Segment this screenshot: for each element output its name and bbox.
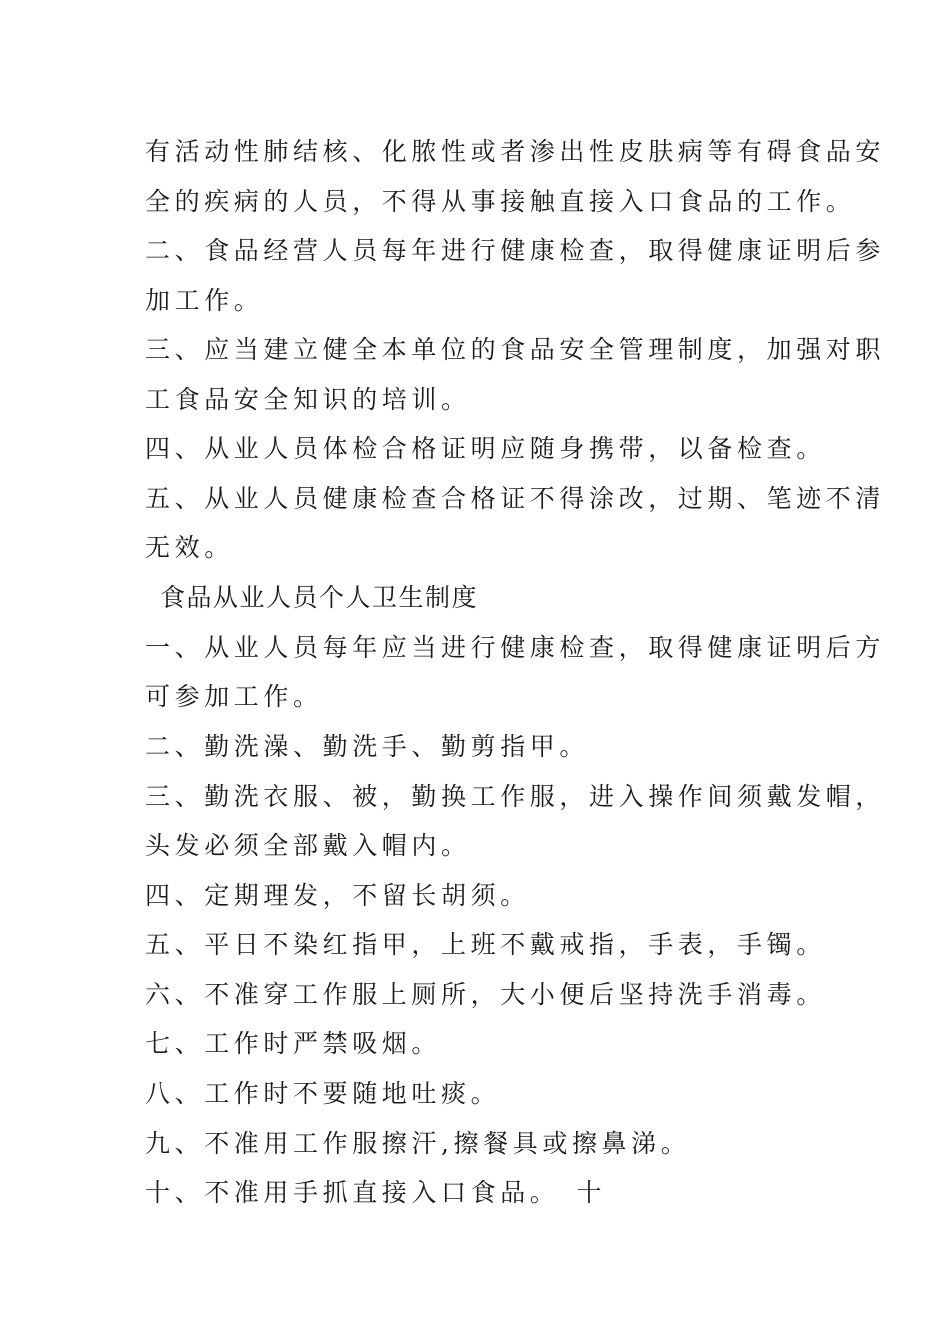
text-line: 加工作。 xyxy=(145,286,264,315)
text-line: 三、应当建立健全本单位的食品安全管理制度，加强对职 xyxy=(145,335,886,364)
text-line: 二、勤洗澡、勤洗手、勤剪指甲。 xyxy=(145,732,590,761)
text-line: 可参加工作。 xyxy=(145,682,323,711)
text-line: 一、从业人员每年应当进行健康检查，取得健康证明后方 xyxy=(145,633,886,662)
text-line: 六、不准穿工作服上厕所，大小便后坚持洗手消毒。 xyxy=(145,980,826,1009)
text-line: 三、勤洗衣服、被，勤换工作服，进入操作间须戴发帽， xyxy=(145,782,886,811)
text-line: 四、定期理发，不留长胡须。 xyxy=(145,881,530,910)
text-line: 五、从业人员健康检查合格证不得涂改，过期、笔迹不清 xyxy=(145,484,886,513)
text-line: 无效。 xyxy=(145,533,234,562)
text-line: 全的疾病的人员，不得从事接触直接入口食品的工作。 xyxy=(145,187,856,216)
text-line: 九、不准用工作服擦汗,擦餐具或擦鼻涕。 xyxy=(145,1129,691,1158)
section-heading: 食品从业人员个人卫生制度 xyxy=(160,583,479,612)
text-line: 工食品安全知识的培训。 xyxy=(145,385,471,414)
text-line: 八、工作时不要随地吐痰。 xyxy=(145,1079,501,1108)
text-line: 七、工作时严禁吸烟。 xyxy=(145,1029,442,1058)
text-line: 十、不准用手抓直接入口食品。 十 xyxy=(145,1178,607,1207)
text-line: 二、食品经营人员每年进行健康检查，取得健康证明后参 xyxy=(145,236,886,265)
text-line: 头发必须全部戴入帽内。 xyxy=(145,831,471,860)
text-line: 五、平日不染红指甲，上班不戴戒指，手表，手镯。 xyxy=(145,930,826,959)
text-line: 有活动性肺结核、化脓性或者渗出性皮肤病等有碍食品安 xyxy=(145,137,886,166)
text-line: 四、从业人员体检合格证明应随身携带，以备检查。 xyxy=(145,434,826,463)
